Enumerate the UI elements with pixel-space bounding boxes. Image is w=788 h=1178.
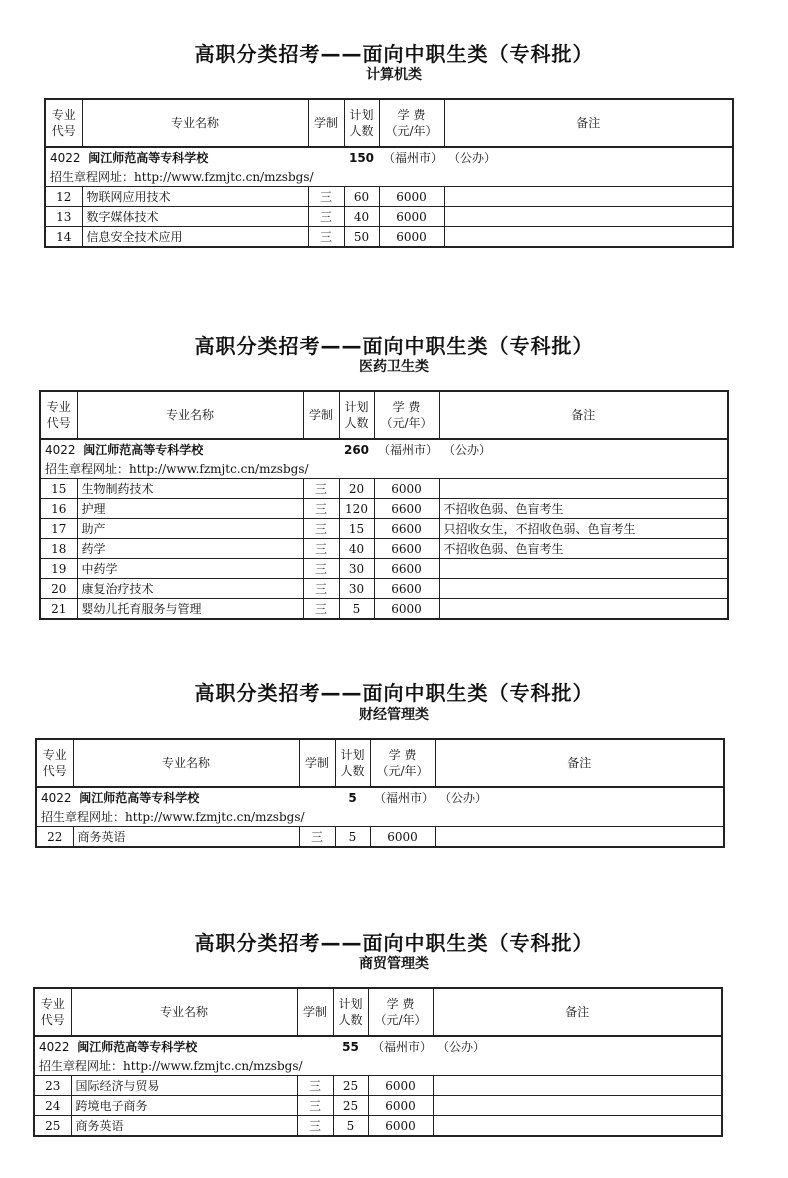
table-row [34, 1116, 722, 1137]
header-fee [374, 391, 439, 439]
header-fee-line2: （元/年） [385, 124, 438, 138]
major-plan: 25 [333, 1076, 368, 1096]
school-info [45, 147, 344, 167]
major-name: 中药学 [77, 559, 303, 579]
school-code: 4022 [45, 443, 76, 457]
header-fee [368, 988, 433, 1036]
major-name: 生物制药技术 [77, 479, 303, 499]
major-code: 15 [40, 479, 77, 499]
school-city: （福州市） [368, 1036, 433, 1056]
major-name: 商务英语 [73, 827, 299, 848]
table-row [45, 227, 733, 248]
header-fee-line1: 学 费 [386, 997, 415, 1011]
school-city: （福州市） [374, 439, 439, 459]
major-note: 只招收女生，不招收色弱、色盲考生 [439, 519, 728, 539]
major-code: 22 [36, 827, 73, 848]
major-plan: 20 [339, 479, 374, 499]
table-row [45, 207, 733, 227]
header-plan-line1: 计划 [349, 108, 374, 122]
header-fee [370, 739, 435, 787]
header-code-line2: 代号 [46, 416, 71, 430]
major-note [435, 827, 724, 848]
school-plan: 260 [339, 439, 374, 459]
major-fee: 6000 [374, 479, 439, 499]
major-fee: 6000 [379, 227, 444, 248]
header-plan [339, 391, 374, 439]
header-plan [344, 99, 379, 147]
header-plan [333, 988, 368, 1036]
major-system: 三 [303, 539, 339, 559]
major-code: 24 [34, 1096, 71, 1116]
header-plan-line2: 人数 [338, 1013, 363, 1027]
school-row [34, 1036, 722, 1056]
header-code-line1: 专业 [40, 997, 65, 1011]
major-fee: 6600 [374, 579, 439, 599]
major-plan: 30 [339, 559, 374, 579]
header-code [36, 739, 73, 787]
school-row [40, 439, 728, 459]
header-code-line2: 代号 [51, 124, 76, 138]
header-plan-line2: 人数 [344, 416, 369, 430]
header-system: 学制 [297, 988, 333, 1036]
table-row [40, 479, 728, 499]
table-row [40, 579, 728, 599]
enrollment-table [35, 738, 725, 848]
header-plan-line2: 人数 [340, 764, 365, 778]
major-code: 21 [40, 599, 77, 620]
major-code: 14 [45, 227, 82, 248]
header-code-line1: 专业 [46, 400, 71, 414]
major-fee: 6000 [368, 1076, 433, 1096]
major-fee: 6600 [374, 539, 439, 559]
school-url-row [34, 1056, 722, 1076]
table-row [34, 1076, 722, 1096]
school-plan: 55 [333, 1036, 368, 1056]
major-note [444, 187, 733, 207]
school-code: 4022 [39, 1040, 70, 1054]
major-note [433, 1096, 722, 1116]
section-subtitle: 财经管理类 [359, 707, 429, 723]
school-type: （公办） [433, 1036, 722, 1056]
header-plan-line1: 计划 [338, 997, 363, 1011]
major-note: 不招收色弱、色盲考生 [439, 499, 728, 519]
major-note [444, 227, 733, 248]
major-system: 三 [308, 227, 344, 248]
school-url: 招生章程网址：http://www.fzmjtc.cn/mzsbgs/ [40, 459, 728, 479]
school-city: （福州市） [370, 787, 435, 807]
major-system: 三 [303, 559, 339, 579]
header-plan-line1: 计划 [340, 748, 365, 762]
header-fee [379, 99, 444, 147]
major-fee: 6000 [379, 207, 444, 227]
major-plan: 5 [335, 827, 370, 848]
header-fee-line2: （元/年） [374, 1013, 427, 1027]
major-code: 25 [34, 1116, 71, 1137]
major-name: 药学 [77, 539, 303, 559]
table-row [36, 827, 724, 848]
school-code: 4022 [50, 151, 81, 165]
school-row [36, 787, 724, 807]
header-fee-line1: 学 费 [388, 748, 417, 762]
major-note [444, 207, 733, 227]
major-name: 婴幼儿托育服务与管理 [77, 599, 303, 620]
header-code [34, 988, 71, 1036]
enrollment-table [39, 390, 729, 620]
major-name: 护理 [77, 499, 303, 519]
major-note [439, 559, 728, 579]
school-row [45, 147, 733, 167]
enrollment-table [33, 987, 723, 1137]
header-system: 学制 [308, 99, 344, 147]
major-system: 三 [297, 1076, 333, 1096]
school-plan: 150 [344, 147, 379, 167]
table-header [34, 988, 722, 1036]
school-name: 闽江师范高等专科学校 [77, 1040, 198, 1054]
section-title: 高职分类招考——面向中职生类（专科批） [194, 931, 594, 955]
header-fee-line2: （元/年） [380, 416, 433, 430]
school-url: 招生章程网址：http://www.fzmjtc.cn/mzsbgs/ [34, 1056, 722, 1076]
major-fee: 6000 [368, 1116, 433, 1137]
school-info [34, 1036, 333, 1056]
section-title: 高职分类招考——面向中职生类（专科批） [194, 334, 594, 358]
header-code [40, 391, 77, 439]
school-url-row [36, 807, 724, 827]
major-code: 17 [40, 519, 77, 539]
header-note: 备注 [444, 99, 733, 147]
major-fee: 6600 [374, 519, 439, 539]
major-fee: 6600 [374, 559, 439, 579]
major-plan: 5 [333, 1116, 368, 1137]
header-name: 专业名称 [82, 99, 308, 147]
school-code: 4022 [41, 791, 72, 805]
major-system: 三 [297, 1096, 333, 1116]
school-name: 闽江师范高等专科学校 [88, 151, 209, 165]
major-plan: 30 [339, 579, 374, 599]
header-code-line1: 专业 [42, 748, 67, 762]
major-note [439, 599, 728, 620]
school-city: （福州市） [379, 147, 444, 167]
major-fee: 6000 [368, 1096, 433, 1116]
header-name: 专业名称 [77, 391, 303, 439]
section-subtitle: 计算机类 [366, 67, 422, 83]
header-name: 专业名称 [73, 739, 299, 787]
header-note: 备注 [433, 988, 722, 1036]
section-title: 高职分类招考——面向中职生类（专科批） [194, 681, 594, 705]
major-system: 三 [308, 207, 344, 227]
header-code-line1: 专业 [51, 108, 76, 122]
table-row [40, 599, 728, 620]
table-row [40, 519, 728, 539]
header-system: 学制 [303, 391, 339, 439]
major-code: 19 [40, 559, 77, 579]
table-row [40, 539, 728, 559]
header-name: 专业名称 [71, 988, 297, 1036]
school-url-row [45, 167, 733, 187]
header-code-line2: 代号 [42, 764, 67, 778]
header-note: 备注 [439, 391, 728, 439]
header-plan-line1: 计划 [344, 400, 369, 414]
school-url: 招生章程网址：http://www.fzmjtc.cn/mzsbgs/ [36, 807, 724, 827]
header-plan [335, 739, 370, 787]
school-name: 闽江师范高等专科学校 [79, 791, 200, 805]
major-name: 助产 [77, 519, 303, 539]
major-fee: 6000 [379, 187, 444, 207]
table-row [40, 559, 728, 579]
school-info [36, 787, 335, 807]
major-plan: 50 [344, 227, 379, 248]
major-code: 13 [45, 207, 82, 227]
major-note [439, 479, 728, 499]
major-system: 三 [303, 499, 339, 519]
school-plan: 5 [335, 787, 370, 807]
major-fee: 6600 [374, 499, 439, 519]
major-plan: 5 [339, 599, 374, 620]
major-name: 物联网应用技术 [82, 187, 308, 207]
major-note: 不招收色弱、色盲考生 [439, 539, 728, 559]
major-plan: 15 [339, 519, 374, 539]
section-subtitle: 医药卫生类 [359, 359, 429, 375]
school-name: 闽江师范高等专科学校 [83, 443, 204, 457]
major-name: 商务英语 [71, 1116, 297, 1137]
major-system: 三 [303, 479, 339, 499]
major-plan: 60 [344, 187, 379, 207]
header-plan-line2: 人数 [349, 124, 374, 138]
table-row [45, 187, 733, 207]
major-name: 信息安全技术应用 [82, 227, 308, 248]
header-code [45, 99, 82, 147]
school-type: （公办） [444, 147, 733, 167]
section-title: 高职分类招考——面向中职生类（专科批） [194, 42, 594, 66]
school-url-row [40, 459, 728, 479]
header-note: 备注 [435, 739, 724, 787]
major-plan: 25 [333, 1096, 368, 1116]
major-code: 16 [40, 499, 77, 519]
school-info [40, 439, 339, 459]
major-code: 12 [45, 187, 82, 207]
major-name: 跨境电子商务 [71, 1096, 297, 1116]
table-header [40, 391, 728, 439]
major-note [433, 1076, 722, 1096]
table-header [45, 99, 733, 147]
header-system: 学制 [299, 739, 335, 787]
major-system: 三 [308, 187, 344, 207]
major-note [433, 1116, 722, 1137]
table-row [40, 499, 728, 519]
enrollment-table [44, 98, 734, 248]
major-system: 三 [303, 599, 339, 620]
table-row [34, 1096, 722, 1116]
header-fee-line1: 学 费 [392, 400, 421, 414]
header-fee-line1: 学 费 [397, 108, 426, 122]
table-header [36, 739, 724, 787]
major-plan: 40 [339, 539, 374, 559]
major-system: 三 [297, 1116, 333, 1137]
major-fee: 6000 [370, 827, 435, 848]
major-name: 国际经济与贸易 [71, 1076, 297, 1096]
school-type: （公办） [439, 439, 728, 459]
major-code: 18 [40, 539, 77, 559]
major-code: 23 [34, 1076, 71, 1096]
school-type: （公办） [435, 787, 724, 807]
section-subtitle: 商贸管理类 [359, 956, 429, 972]
major-system: 三 [303, 519, 339, 539]
major-plan: 120 [339, 499, 374, 519]
major-system: 三 [303, 579, 339, 599]
major-code: 20 [40, 579, 77, 599]
major-name: 康复治疗技术 [77, 579, 303, 599]
major-note [439, 579, 728, 599]
major-system: 三 [299, 827, 335, 848]
major-name: 数字媒体技术 [82, 207, 308, 227]
school-url: 招生章程网址：http://www.fzmjtc.cn/mzsbgs/ [45, 167, 733, 187]
major-fee: 6000 [374, 599, 439, 620]
major-plan: 40 [344, 207, 379, 227]
header-fee-line2: （元/年） [376, 764, 429, 778]
header-code-line2: 代号 [40, 1013, 65, 1027]
